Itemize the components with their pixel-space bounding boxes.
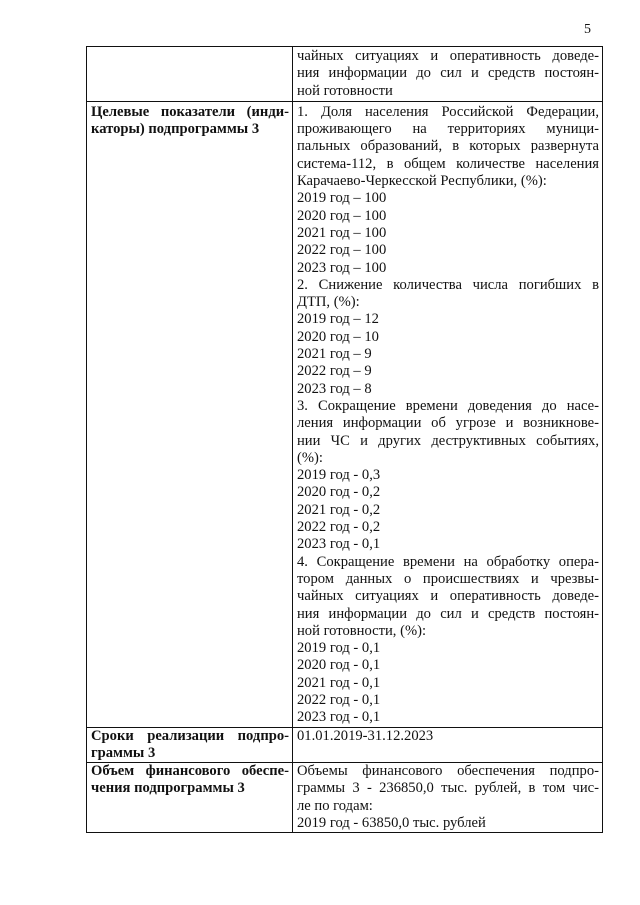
- indicator-year-value: 2019 год – 12: [297, 311, 379, 328]
- label-line: каторы) подпрограммы 3: [91, 121, 260, 138]
- label-line: чения подпрограммы 3: [91, 780, 245, 797]
- continuation-line: чайных ситуациях и оперативность доведе-: [297, 48, 599, 64]
- label-line: Целевые показатели (инди-: [91, 103, 289, 120]
- indicator-year-value: 2022 год – 9: [297, 363, 372, 380]
- terms-row: [87, 727, 603, 763]
- indicator-group: [297, 277, 599, 398]
- indicator-year-value: 2021 год – 9: [297, 346, 372, 363]
- page-number: 5: [584, 22, 591, 37]
- indicator-group: [297, 398, 599, 554]
- financing-line: граммы 3 - 236850,0 тыс. рублей, в том чис-: [297, 780, 599, 797]
- label-line: граммы 3: [91, 744, 156, 761]
- financing-line: 2019 год - 63850,0 тыс. рублей: [297, 815, 486, 832]
- indicators-row: [87, 101, 603, 727]
- indicator-title-line: пальных образований, в которых развернута: [297, 138, 599, 155]
- indicator-group: [297, 554, 599, 727]
- indicator-title-line: 3. Сокращение времени доведения до насе-: [297, 397, 599, 414]
- terms-value-cell: [293, 727, 603, 763]
- financing-line: ле по годам:: [297, 797, 373, 814]
- indicator-year-value: 2020 год - 0,2: [297, 484, 381, 501]
- indicator-year-value: 2020 год - 0,1: [297, 657, 381, 674]
- indicator-year-value: 2021 год – 100: [297, 224, 387, 241]
- continuation-label-cell: [87, 47, 293, 102]
- indicator-title-line: чайных ситуациях и оперативность доведе-: [297, 588, 599, 605]
- indicator-title-line: система-112, в общем количестве населения: [297, 155, 599, 172]
- indicator-year-value: 2020 год – 10: [297, 328, 379, 345]
- financing-row: [87, 763, 603, 833]
- label-line: Сроки реализации подпро-: [91, 727, 289, 744]
- indicator-year-value: 2022 год - 0,2: [297, 519, 381, 536]
- indicator-title-line: нии ЧС и других деструктивных событиях,: [297, 432, 599, 449]
- indicator-year-value: 2022 год - 0,1: [297, 691, 381, 708]
- financing-label: [87, 763, 293, 833]
- terms-value: 01.01.2019-31.12.2023: [297, 727, 434, 744]
- indicator-year-value: 2023 год - 0,1: [297, 709, 381, 726]
- indicator-year-value: 2023 год – 8: [297, 380, 372, 397]
- indicator-year-value: 2023 год – 100: [297, 259, 387, 276]
- indicator-title-line: 1. Доля населения Российской Федерации,: [297, 103, 599, 120]
- indicator-year-value: 2021 год - 0,2: [297, 501, 381, 518]
- indicator-title-line: 4. Сокращение времени на обработку опера-: [297, 553, 599, 570]
- indicator-group: [297, 104, 599, 277]
- terms-label: [87, 727, 293, 763]
- indicator-title-line: тором данных о происшествиях и чрезвы-: [297, 570, 599, 587]
- program-passport-table: [86, 46, 603, 833]
- continuation-value-cell: [293, 47, 603, 102]
- indicator-title-line: ДТП, (%):: [297, 294, 360, 311]
- financing-line: Объемы финансового обеспечения подпро-: [297, 763, 599, 780]
- indicator-title-line: (%):: [297, 449, 323, 466]
- continuation-line: ной готовности: [297, 82, 393, 99]
- indicator-year-value: 2022 год – 100: [297, 242, 387, 259]
- continuation-row: [87, 47, 603, 102]
- indicator-title-line: 2. Снижение количества числа погибших в: [297, 276, 599, 293]
- indicator-year-value: 2021 год - 0,1: [297, 674, 381, 691]
- indicator-year-value: 2020 год – 100: [297, 207, 387, 224]
- indicators-value-cell: [293, 101, 603, 727]
- indicator-title-line: проживающего на территориях муници-: [297, 121, 599, 138]
- indicator-year-value: 2023 год - 0,1: [297, 536, 381, 553]
- indicator-year-value: 2019 год - 0,3: [297, 467, 381, 484]
- continuation-line: ния информации до сил и средств постоян-: [297, 65, 599, 82]
- indicator-title-line: Карачаево-Черкесской Республики, (%):: [297, 173, 547, 190]
- financing-value-cell: [293, 763, 603, 833]
- indicator-title-line: ния информации до сил и средств постоян-: [297, 605, 599, 622]
- indicator-title-line: ления информации об угрозе и возникнове-: [297, 415, 599, 432]
- indicator-year-value: 2019 год – 100: [297, 190, 387, 207]
- indicators-label: [87, 101, 293, 727]
- indicator-title-line: ной готовности, (%):: [297, 622, 427, 639]
- label-line: Объем финансового обеспе-: [91, 763, 289, 780]
- indicator-year-value: 2019 год - 0,1: [297, 640, 381, 657]
